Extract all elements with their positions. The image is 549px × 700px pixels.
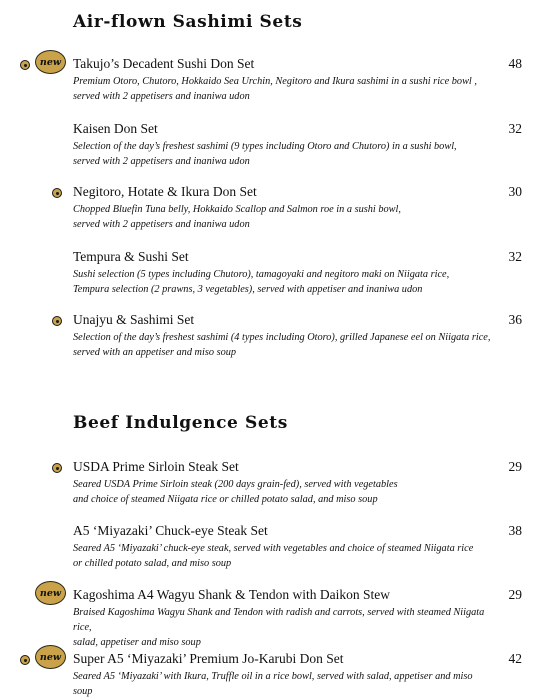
item-name: Tempura & Sushi Set — [73, 249, 189, 264]
item-price: 48 — [508, 56, 522, 71]
section-title-beef: Beef Indulgence Sets — [73, 413, 288, 433]
item-name: Kagoshima A4 Wagyu Shank & Tendon with Daikon Stew — [73, 587, 390, 602]
section-title-sashimi: Air-flown Sashimi Sets — [73, 12, 303, 32]
item-description: Seared USDA Prime Sirloin steak (200 days grain-fed), served with vegetables and choice of steamed Niigata rice or chilled potato salad, and miso soup — [73, 479, 398, 505]
signature-dot-icon — [20, 60, 30, 70]
item-price: 29 — [508, 587, 522, 602]
item-price: 30 — [508, 184, 522, 199]
item-description: Selection of the day’s freshest sashimi (9 types including Otoro and Chutoro) in a sushi bowl, served with 2 appetisers and inaniwa udon — [73, 141, 457, 167]
item-price: 32 — [508, 249, 522, 264]
signature-dot-icon — [20, 655, 30, 665]
item-name: Unajyu & Sashimi Set — [73, 312, 195, 327]
item-description: Braised Kagoshima Wagyu Shank and Tendon with radish and carrots, served with steamed Niigata rice, salad, appetiser and miso soup — [73, 607, 485, 648]
new-badge-icon: new — [35, 581, 66, 605]
item-name: A5 ‘Miyazaki’ Chuck-eye Steak Set — [73, 523, 268, 538]
signature-dot-icon — [52, 463, 62, 473]
item-name: Negitoro, Hotate & Ikura Don Set — [73, 184, 257, 199]
item-description: Chopped Bluefin Tuna belly, Hokkaido Scallop and Salmon roe in a sushi bowl, served with 2 appetisers and inaniwa udon — [73, 204, 401, 230]
item-description: Seared A5 ‘Miyazaki’ chuck-eye steak, served with vegetables and choice of steamed Niigata rice or chilled potato salad, and miso soup — [73, 543, 474, 569]
item-price: 36 — [508, 312, 522, 327]
item-description: Seared A5 ‘Miyazaki’ with Ikura, Truffle oil in a rice bowl, served with salad, appetiser and miso soup — [73, 671, 473, 697]
item-description: Sushi selection (5 types including Chutoro), tamagoyaki and negitoro maki on Niigata rice, Tempura selection (2 prawns, 3 vegetables), served with appetiser and inaniwa udon — [73, 269, 450, 295]
item-price: 42 — [508, 651, 522, 666]
new-badge-icon: new — [35, 50, 66, 74]
item-name: Kaisen Don Set — [73, 121, 158, 136]
item-name: Takujo’s Decadent Sushi Don Set — [73, 56, 255, 71]
item-price: 29 — [508, 459, 522, 474]
signature-dot-icon — [52, 316, 62, 326]
item-price: 38 — [508, 523, 522, 538]
item-price: 32 — [508, 121, 522, 136]
item-name: Super A5 ‘Miyazaki’ Premium Jo-Karubi Don Set — [73, 651, 344, 666]
signature-dot-icon — [52, 188, 62, 198]
new-badge-icon: new — [35, 645, 66, 669]
item-name: USDA Prime Sirloin Steak Set — [73, 459, 239, 474]
item-description: Premium Otoro, Chutoro, Hokkaido Sea Urchin, Negitoro and Ikura sashimi in a sushi rice bowl , served with 2 appetisers and inaniwa udon — [73, 76, 477, 102]
item-description: Selection of the day’s freshest sashimi (4 types including Otoro), grilled Japanese eel on Niigata rice, served with an appetiser and miso soup — [73, 332, 491, 358]
